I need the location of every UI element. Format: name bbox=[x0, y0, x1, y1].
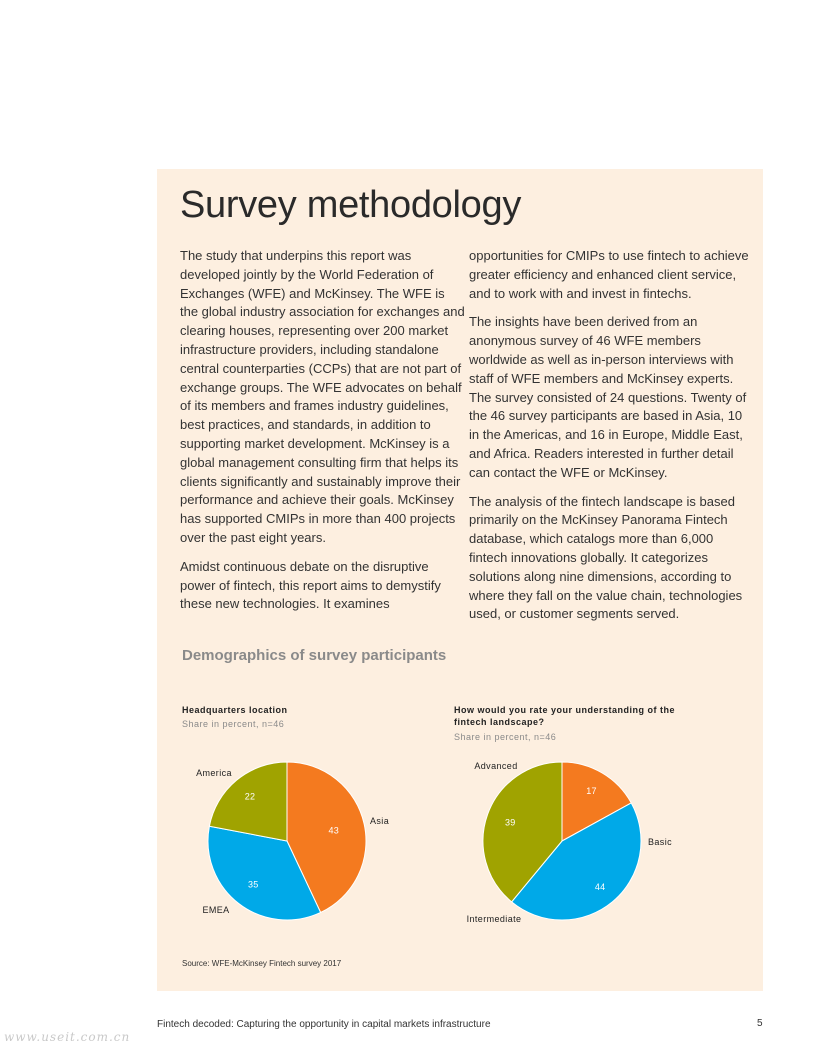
body-right-column bbox=[469, 247, 754, 634]
source-note: Source: WFE-McKinsey Fintech survey 2017 bbox=[182, 959, 342, 968]
page-title: Survey methodology bbox=[180, 184, 522, 226]
chart1-title: Headquarters location bbox=[182, 705, 288, 715]
legend-label-asia: Asia bbox=[370, 816, 390, 826]
legend-label-intermediate: Intermediate bbox=[466, 914, 522, 924]
chart2-title: How would you rate your understanding of the fintech landscape? bbox=[454, 705, 676, 727]
legend-label-america: America bbox=[196, 768, 232, 778]
data-label-basic: 17 bbox=[586, 786, 597, 797]
legend-label-advanced: Advanced bbox=[474, 761, 518, 771]
understanding-pie-chart bbox=[440, 740, 700, 940]
demographics-heading: Demographics of survey participants bbox=[182, 647, 447, 664]
data-label-intermediate: 44 bbox=[594, 882, 606, 893]
data-label-america: 22 bbox=[244, 791, 256, 802]
body-paragraph: The study that underpins this report was developed jointly by the World Federation of Exchanges (WFE) and McKinsey. The WFE is the global industry association for exchanges and clearing houses, representing over 200 market infrastructure providers, including standalone central counterparties (CCPs) that are not part of exchange groups. The WFE advocates on behalf of its members and frames industry guidelines, best practices, and standards, in addition to supporting market development. McKinsey is a global management consulting firm that helps its clients significantly and sustainably improve their performance and achieve their goals. McKinsey has supported CMIPs in more than 400 projects over the past eight years. bbox=[180, 248, 465, 545]
body-left-column bbox=[180, 247, 465, 624]
data-label-advanced: 39 bbox=[504, 817, 516, 828]
body-paragraph: The analysis of the fintech landscape is based primarily on the McKinsey Panorama Fintech database, which catalogs more than 6,000 fintech innovations globally. It categorizes solutions along nine dimensions, according to where they fall on the value chain, technologies used, or customer segments served. bbox=[469, 493, 743, 622]
watermark: www.useit.com.cn bbox=[4, 1030, 131, 1044]
hq-location-pie-chart bbox=[160, 740, 420, 940]
body-paragraph: opportunities for CMIPs to use fintech to achieve greater efficiency and enhanced client service, and to work with and invest in fintechs. bbox=[469, 248, 749, 301]
data-label-asia: 43 bbox=[328, 825, 340, 836]
legend-label-emea: EMEA bbox=[202, 905, 230, 915]
page-footer: Fintech decoded: Capturing the opportunity in capital markets infrastructure bbox=[157, 1019, 491, 1030]
data-label-emea: 35 bbox=[247, 879, 259, 890]
body-paragraph: The insights have been derived from an anonymous survey of 46 WFE members worldwide as well as in-person interviews with staff of WFE members and McKinsey experts. The survey consisted of 24 questions. Twenty of the 46 survey participants are based in Asia, 10 in the Americas, and 16 in Europe, Middle East, and Africa. Readers interested in further detail can contact the WFE or McKinsey. bbox=[469, 314, 747, 480]
page-number: 5 bbox=[757, 1018, 763, 1029]
legend-label-basic: Basic bbox=[648, 837, 673, 847]
chart1-subtitle: Share in percent, n=46 bbox=[182, 719, 285, 729]
body-paragraph: Amidst continuous debate on the disruptive power of fintech, this report aims to demystify these new technologies. It examines bbox=[180, 558, 441, 612]
chart2-subtitle: Share in percent, n=46 bbox=[454, 732, 557, 742]
